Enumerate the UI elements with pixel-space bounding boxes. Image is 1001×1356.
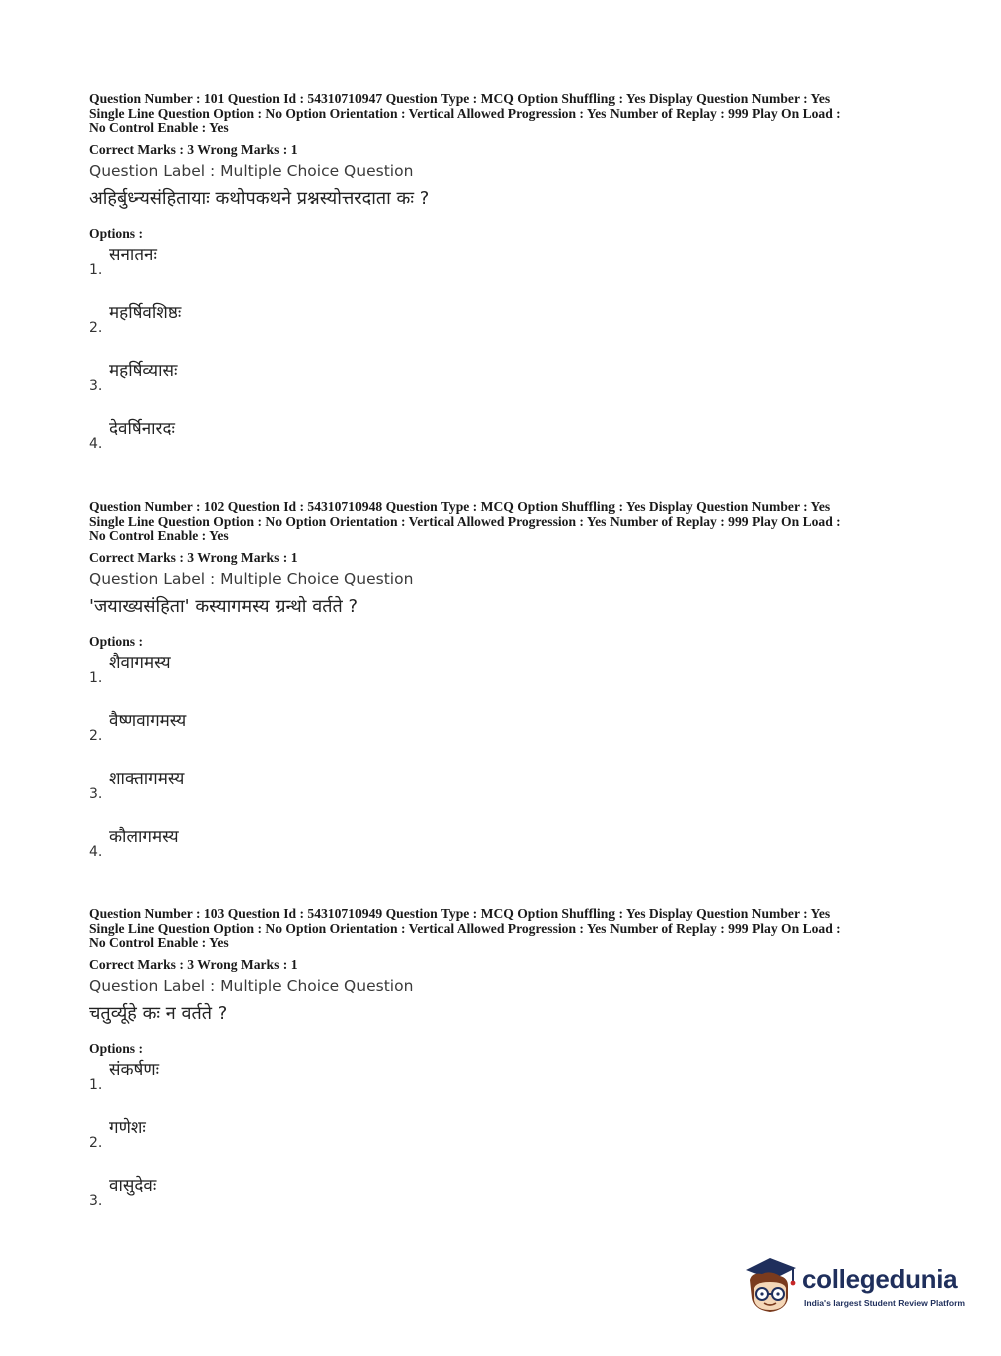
option-text: संकर्षणः xyxy=(109,1059,160,1080)
option-item[interactable] xyxy=(89,358,919,416)
meta-line: Question Number : 102 Question Id : 54310710948 Question Type : MCQ Option Shuffling : Yes Display Question Number : Yes xyxy=(89,499,831,514)
brand-tagline: India's largest Student Review Platform xyxy=(804,1298,966,1308)
option-text: कौलागमस्य xyxy=(109,826,179,847)
option-number: 2. xyxy=(89,319,103,336)
options-heading: Options : xyxy=(89,633,144,649)
option-number: 1. xyxy=(89,1076,103,1093)
question-label: Question Label : Multiple Choice Question xyxy=(89,161,414,180)
question-label: Question Label : Multiple Choice Question xyxy=(89,976,414,995)
option-text: शाक्तागमस्य xyxy=(109,768,185,789)
marks-line: Correct Marks : 3 Wrong Marks : 1 xyxy=(89,549,298,565)
question-label: Question Label : Multiple Choice Question xyxy=(89,569,414,588)
question-meta xyxy=(89,92,919,136)
option-text: वैष्णवागमस्य xyxy=(109,710,187,731)
option-item[interactable] xyxy=(89,242,919,300)
option-number: 2. xyxy=(89,727,103,744)
options-list xyxy=(89,242,919,474)
option-number: 1. xyxy=(89,261,103,278)
option-item[interactable] xyxy=(89,824,919,882)
option-text: महर्षिव्यासः xyxy=(109,360,178,381)
option-text: देवर्षिनारदः xyxy=(109,418,175,439)
option-item[interactable] xyxy=(89,416,919,474)
question-meta xyxy=(89,500,919,544)
option-number: 1. xyxy=(89,669,103,686)
question-text: चतुर्व्यूहे कः न वर्तते ? xyxy=(89,1002,228,1024)
option-item[interactable] xyxy=(89,1057,919,1115)
question-block-102 xyxy=(89,500,919,882)
options-heading: Options : xyxy=(89,225,144,241)
option-text: वासुदेवः xyxy=(109,1175,157,1196)
option-item[interactable] xyxy=(89,1115,919,1173)
meta-line: Single Line Question Option : No Option Orientation : Vertical Allowed Progression : Yes Number of Replay : 999 Play On Load : xyxy=(89,105,841,121)
option-item[interactable] xyxy=(89,708,919,766)
meta-line: No Control Enable : Yes xyxy=(89,528,229,544)
mascot-icon xyxy=(740,1250,802,1320)
option-item[interactable] xyxy=(89,766,919,824)
option-text: सनातनः xyxy=(109,244,157,265)
option-number: 4. xyxy=(89,843,103,860)
collegedunia-logo xyxy=(740,1250,970,1320)
meta-line: Question Number : 101 Question Id : 54310710947 Question Type : MCQ Option Shuffling : Yes Display Question Number : Yes xyxy=(89,91,831,106)
meta-line: No Control Enable : Yes xyxy=(89,935,229,951)
question-block-101 xyxy=(89,92,919,474)
meta-line: No Control Enable : Yes xyxy=(89,120,229,136)
options-list xyxy=(89,1057,919,1231)
option-number: 3. xyxy=(89,377,103,394)
meta-line: Single Line Question Option : No Option Orientation : Vertical Allowed Progression : Yes Number of Replay : 999 Play On Load : xyxy=(89,920,841,936)
question-meta xyxy=(89,907,919,951)
options-heading: Options : xyxy=(89,1040,144,1056)
marks-line: Correct Marks : 3 Wrong Marks : 1 xyxy=(89,956,298,972)
options-list xyxy=(89,650,919,882)
brand-name: collegedunia xyxy=(802,1264,958,1294)
option-item[interactable] xyxy=(89,300,919,358)
option-item[interactable] xyxy=(89,1173,919,1231)
option-number: 3. xyxy=(89,785,103,802)
option-item[interactable] xyxy=(89,650,919,708)
option-number: 2. xyxy=(89,1134,103,1151)
marks-line: Correct Marks : 3 Wrong Marks : 1 xyxy=(89,141,298,157)
option-text: शैवागमस्य xyxy=(109,652,171,673)
meta-line: Question Number : 103 Question Id : 54310710949 Question Type : MCQ Option Shuffling : Yes Display Question Number : Yes xyxy=(89,906,831,921)
question-text: अहिर्बुध्न्यसंहितायाः कथोपकथने प्रश्नस्योत्तरदाता कः ? xyxy=(89,187,430,209)
option-number: 3. xyxy=(89,1192,103,1209)
meta-line: Single Line Question Option : No Option Orientation : Vertical Allowed Progression : Yes Number of Replay : 999 Play On Load : xyxy=(89,513,841,529)
option-text: महर्षिवशिष्ठः xyxy=(109,302,182,323)
question-text: 'जयाख्यसंहिता' कस्यागमस्य ग्रन्थो वर्तते ? xyxy=(89,595,358,617)
option-number: 4. xyxy=(89,435,103,452)
question-block-103 xyxy=(89,907,919,1231)
option-text: गणेशः xyxy=(109,1117,146,1138)
